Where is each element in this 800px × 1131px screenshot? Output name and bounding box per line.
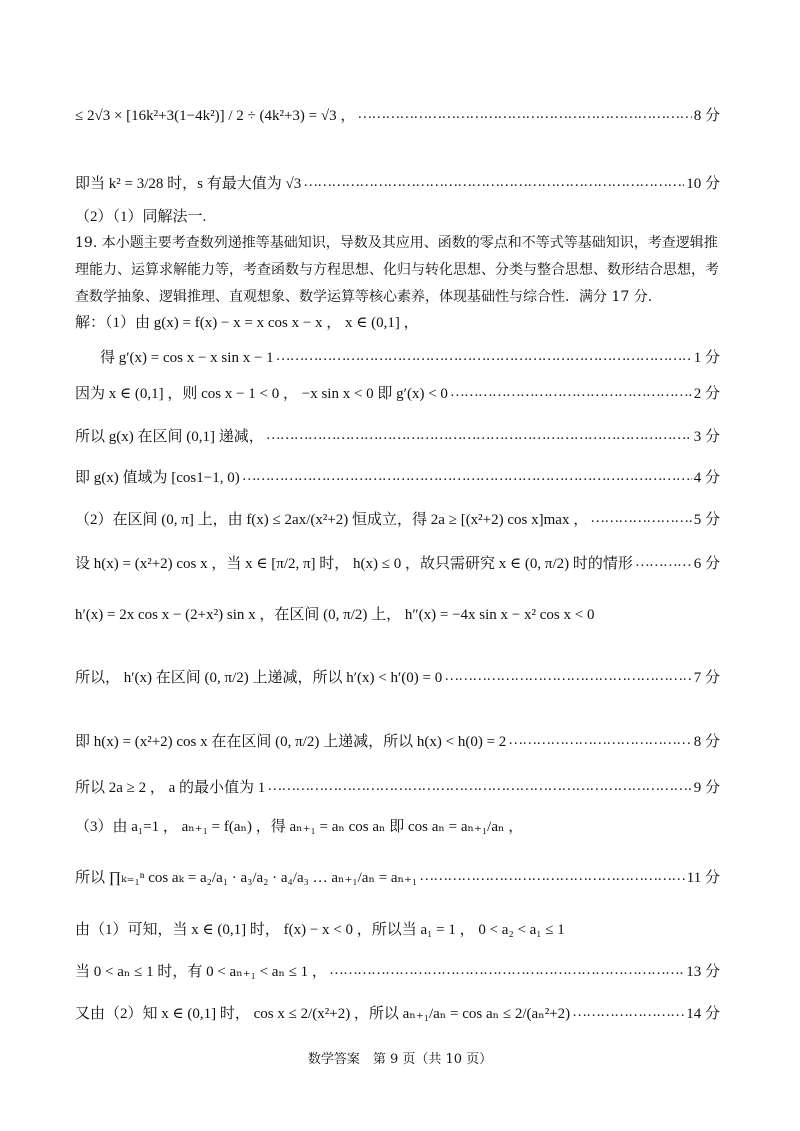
score-label: 13 分 [686, 964, 720, 980]
leader-dots [419, 868, 685, 885]
solution-line-s3 [75, 382, 720, 403]
leader-dots [590, 510, 692, 527]
score-label: 3 分 [693, 429, 720, 445]
line-text: 所以 ∏ₖ₌₁ⁿ cos aₖ = a₂/a₁ · a₃/a₂ · a₄/a₃ … aₙ₊₁/aₙ = aₙ₊₁ [75, 870, 418, 886]
score-label: 8 分 [693, 734, 720, 750]
answer-line-l2 [75, 172, 720, 193]
line-text: 设 h(x) = (x²+2) cos x ，当 x ∈ [π/2, π] 时， h(x) ≤ 0 ，故只需研究 x ∈ (0, π/2) 时的情形 [75, 556, 633, 572]
leader-dots [276, 348, 692, 365]
solution-line-s16 [75, 1002, 720, 1023]
score-label: 9 分 [693, 780, 720, 796]
score-label: 8 分 [693, 108, 720, 124]
leader-dots [635, 554, 692, 571]
solution-line-s9 [75, 666, 720, 687]
score-label: 7 分 [693, 670, 720, 686]
score-label: 5 分 [693, 512, 720, 528]
line-text: 即 h(x) = (x²+2) cos x 在在区间 (0, π/2) 上递减，所以 h(x) < h(0) = 2 [75, 734, 507, 750]
leader-dots [242, 468, 692, 485]
solution-line-s8 [75, 603, 720, 624]
line-text: 得 g′(x) = cos x − x sin x − 1 [100, 350, 274, 366]
solution-line-s2 [100, 346, 720, 367]
leader-dots [266, 427, 692, 444]
leader-dots [572, 1004, 684, 1021]
score-label: 11 分 [686, 870, 720, 886]
line-text: ≤ 2√3 × [16k²+3(1−4k²)] / 2 ÷ (4k²+3) = √3 ， [75, 108, 356, 124]
solution-line-s1 [75, 311, 720, 332]
score-label: 4 分 [693, 470, 720, 486]
solution-line-s14 [75, 918, 720, 939]
line-text: 即 g(x) 值域为 [cos1−1, 0) [75, 470, 240, 486]
leader-dots [508, 732, 691, 749]
score-label: 6 分 [693, 556, 720, 572]
score-label: 2 分 [693, 386, 720, 402]
line-text: （2）（1）同解法一. [75, 209, 207, 225]
leader-dots [444, 668, 692, 685]
question-19-text: 19. 本小题主要考查数列递推等基础知识，导数及其应用、函数的零点和不等式等基础知识，考查逻辑推理能力、运算求解能力等，考查函数与方程思想、化归与转化思想、分类与整合思想、数形结合思想，考查数学抽象、逻辑推理、直观想象、数学运算等核心素养，体现基础性与综合性．满分 17 分. [75, 235, 719, 305]
solution-line-s10 [75, 730, 720, 751]
score-label: 1 分 [693, 350, 720, 366]
page-footer: 数学答案 第 9 页（共 10 页） [307, 1052, 493, 1067]
solution-line-s7 [75, 552, 720, 573]
answer-line-l1 [75, 104, 720, 125]
line-text: 当 0 < aₙ ≤ 1 时，有 0 < aₙ₊₁ < aₙ ≤ 1 ， [75, 964, 327, 980]
leader-dots [267, 778, 691, 795]
question-19-intro [75, 230, 725, 311]
solution-line-s5 [75, 466, 720, 487]
line-text: 即当 k² = 3/28 时，s 有最大值为 √3 [75, 176, 302, 192]
leader-dots [329, 962, 684, 979]
line-text: 所以 2a ≥ 2 ， a 的最小值为 1 [75, 780, 266, 796]
line-text: 所以 g(x) 在区间 (0,1] 递减， [75, 429, 264, 445]
line-text: （3）由 a₁=1 ， aₙ₊₁ = f(aₙ) ，得 aₙ₊₁ = aₙ cos aₙ 即 cos aₙ = aₙ₊₁/aₙ ， [75, 819, 524, 835]
score-label: 14 分 [686, 1006, 720, 1022]
leader-dots [357, 106, 691, 123]
solution-line-s6 [75, 508, 720, 529]
solution-line-s13 [75, 866, 720, 887]
line-text: 由（1）可知，当 x ∈ (0,1] 时， f(x) − x < 0 ，所以当 a₁ = 1 ， 0 < a₂ < a₁ ≤ 1 [75, 922, 565, 938]
solution-line-s11 [75, 776, 720, 797]
leader-dots [450, 384, 692, 401]
line-text: 因为 x ∈ (0,1] ，则 cos x − 1 < 0 ， −x sin x < 0 即 g′(x) < 0 [75, 386, 448, 402]
score-label: 10 分 [686, 176, 720, 192]
line-text: 又由（2）知 x ∈ (0,1] 时， cos x ≤ 2/(x²+2) ，所以 aₙ₊₁/aₙ = cos aₙ ≤ 2/(aₙ²+2) [75, 1006, 571, 1022]
line-text: （2）在区间 (0, π] 上，由 f(x) ≤ 2ax/(x²+2) 恒成立，得 2a ≥ [(x²+2) cos x]max ， [75, 512, 589, 528]
line-text: h′(x) = 2x cos x − (2+x²) sin x ，在区间 (0, π/2) 上， h″(x) = −4x sin x − x² cos x < 0 [75, 607, 595, 623]
leader-dots [303, 174, 684, 191]
line-text: 所以， h′(x) 在区间 (0, π/2) 上递减，所以 h′(x) < h′(0) = 0 [75, 670, 443, 686]
solution-line-s4 [75, 425, 720, 446]
line-text: 解：（1）由 g(x) = f(x) − x = x cos x − x ， x ∈ (0,1] ， [75, 315, 419, 331]
solution-line-s12 [75, 815, 720, 836]
solution-line-s15 [75, 960, 720, 981]
answer-line-l3 [75, 205, 720, 226]
